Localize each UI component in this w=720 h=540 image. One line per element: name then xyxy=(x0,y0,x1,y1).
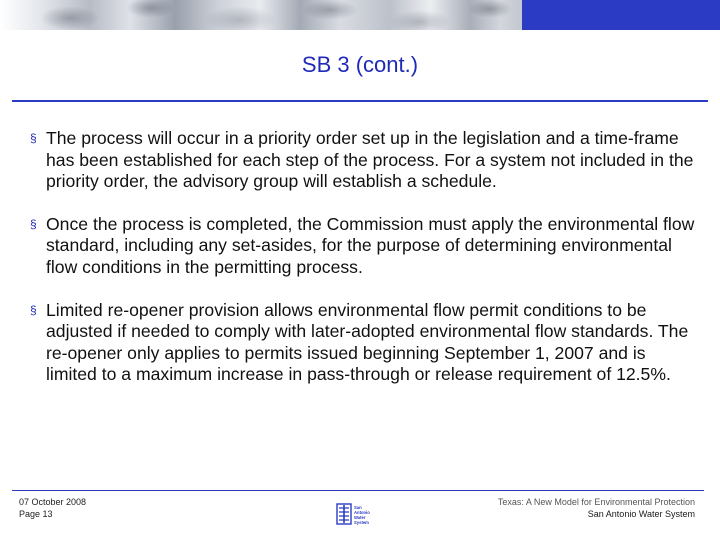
logo-line: Water xyxy=(354,515,366,520)
bullet-text: Limited re-opener provision allows environmental flow permit conditions to be adjusted if needed to comply with later-adopted environmental flow standards. The re-opener only applies to permits issued beginning September 1, 2007 and is limited to a maximum increase in pass-through or release requirement of 12.5%. xyxy=(46,299,689,385)
bullet-item xyxy=(0,214,720,279)
footer-date: 07 October 2008 xyxy=(19,497,87,507)
logo-line: System xyxy=(354,520,369,525)
bullet-item xyxy=(0,128,720,193)
bullet-list xyxy=(0,128,720,407)
footer-tagline: Texas: A New Model for Environmental Protection xyxy=(497,497,695,507)
footer-meta xyxy=(19,496,86,520)
bullet-text: The process will occur in a priority order set up in the legislation and a time-frame has been established for each step of the process. For a system not included in the priority order, the advisory group will establish a schedule. xyxy=(46,128,694,192)
slide-title: SB 3 (cont.) xyxy=(301,52,419,77)
saws-logo-icon xyxy=(336,502,380,526)
logo-line: Antonio xyxy=(354,510,370,515)
footer-page-number: Page 13 xyxy=(19,509,53,519)
logo-line: San xyxy=(354,505,362,510)
bullet-item xyxy=(0,300,720,386)
bullet-marker: § xyxy=(30,131,37,145)
footer-credits xyxy=(498,496,695,520)
bullet-text: Once the process is completed, the Commission must apply the environmental flow standard, including any set-asides, for the purpose of determining environmental flow conditions in the permitting process. xyxy=(46,213,695,277)
footer-organization: San Antonio Water System xyxy=(587,509,695,519)
footer-divider xyxy=(12,490,704,491)
banner-blue-block xyxy=(522,0,720,30)
bullet-marker: § xyxy=(30,302,37,317)
bullet-marker: § xyxy=(30,216,37,231)
title-divider xyxy=(12,100,708,102)
header-banner xyxy=(0,0,720,30)
